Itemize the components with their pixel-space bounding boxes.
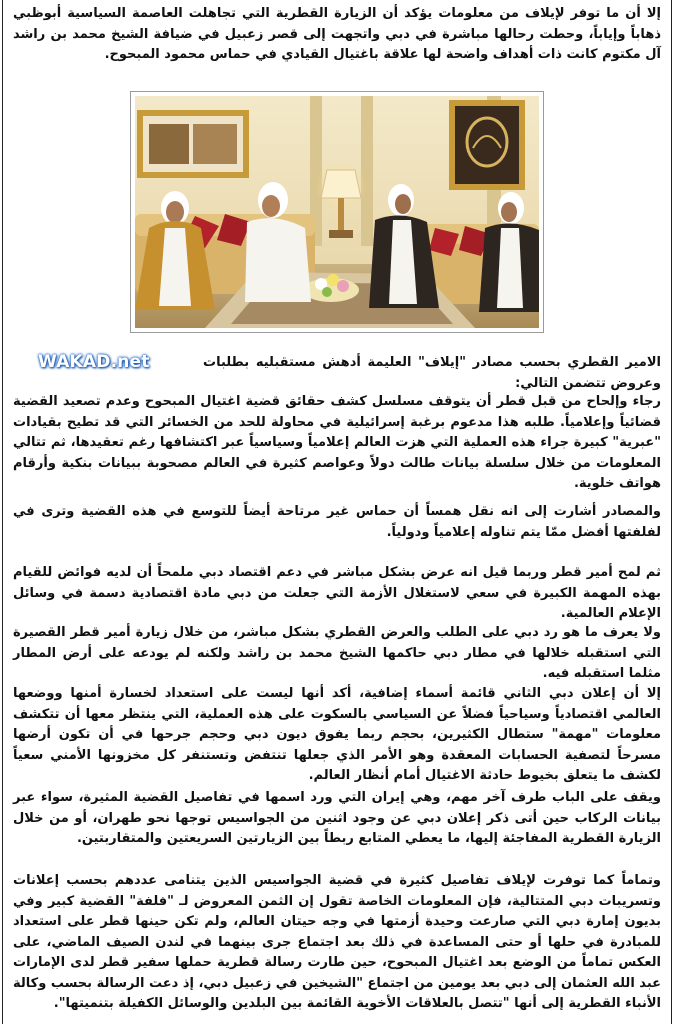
paragraph-prince-requests: الامير القطري بحسب مصادر "إيلاف" العليمة أدهش مستقبليه بطلبات وعروض تتضمن التالي: (203, 355, 661, 391)
meeting-photo-illustration (135, 96, 539, 328)
paragraph-dubai-response: ولا يعرف ما هو رد دبي على الطلب والعرض القطري بشكل مباشر، من خلال زيارة أمير قطر القصيرة التي استقبله خلالها في مطار دبي حاكمها الشيخ محمد بن راشد ولكنه لم يودعه على أرض المطار مثلما استقبله فيه. (13, 625, 661, 681)
watermark-logo: WAKAD.net (38, 352, 150, 372)
paragraph-second-list: إلا أن إعلان دبي الثاني قائمة أسماء إضافية، أكد أنها ليست على استعداد لخسارة أمنها ووضعها العالمي اقتصادياً وسياحياً فضلاً عن السياسي بالسكوت على هذه العملية، التي ينتظر معها أن تتكشف معلومات "مهمة" ستطال الكثيرين، بحجم ربما يفوق ديون دبي وحجم جرحها في أن تكون أرضها مسرحاً لتصفية الحسابات المعقدة وهو الأمر الذي جعلها تنتفض وتستنفر كل مخزونها الأمني سعياً لكشف ما يتعلق بخيوط حادثة الاغتيال أمام أنظار العالم. (13, 686, 661, 783)
paragraph-hamas-sources: والمصادر أشارت إلى انه نقل همساً أن حماس غير مرتاحة أيضاً للتوسع في هذه القضية وترى في لفلفتها أفضل ممّا يتم تناوله إعلامياً ودولياً. (13, 504, 661, 540)
paragraph-price-offered: وتماماً كما توفرت لإيلاف تفاصيل كثيرة في قضية الجواسيس الذين يتنامى عددهم بحسب إعلانات وتسريبات دبي المتتالية، فإن المعلومات الخاصة تقول إن الثمن المعروض لـ "فلفة" القضية كبير وفي بديون إمارة دبي التي صارعت وحيدة أزمتها في وجه حيتان العالم، ولم تكن حينها قطر على استعداد للمبادرة في حلها أو حتى المساعدة في ذلك بعد اجتماع جرى بينهما في لندن الصيف الماضي، على العكس تماماً من الوضع بعد اغتيال المبحوح، حين طارت رسالة قطرية حملها سفير قطر لدى الإمارات عبد الله العثمان إلى دبي بعد يومين من اجتماع "الشيخين في زعبيل دبي، إذ دعت الرسالة بحسب وكالة الأنباء القطرية إلى أنها "تتصل بالعلاقات الأخوية القائمة بين البلدين والوسائل الكفيلة بتنميتها". (13, 873, 661, 1011)
document-page (2, 0, 672, 1024)
paragraph-economic-offer: ثم لمح أمير قطر وربما قيل انه عرض بشكل مباشر في دعم اقتصاد دبي ملمحاً أن لديه فوائض للقيام بهذه المهمة الكبيرة في سعي لاستغلال الأزمة التي جعلت من دبي مادة اقتصادية دسمة في وسائل الإعلام العالمية. (13, 565, 661, 621)
paragraph-qatar-plea: رجاء وإلحاح من قبل قطر أن يتوقف مسلسل كشف حقائق قضية اغتيال المبحوح وعدم تصعيد القضية قضائياً وإعلامياً. طلبه هذا مدعوم برغبة إسرائيلية في محاولة للحد من الخسائر التي قد تطيح بقيادات "عبرية" كبيرة جراء هذه العملية التي هزت العالم إعلامياً وسياسياً عبر اكتشافها رغم تعقيدها، ثم تتالي المعلومات من خلال سلسلة بيانات طالت دولاً وعواصم كثيرة في العالم مصحوبة ببيانات بنكية وأرقام هواتف خلوية. (13, 394, 661, 491)
meeting-photo (130, 91, 544, 333)
paragraph-iran: ويقف على الباب طرف آخر مهم، وهي إيران التي ورد اسمها في تفاصيل القضية المثيرة، سواء عبر بيانات الركاب حين أتى ذكر إعلان دبي عن وجود اثنين من الجواسيس توجها نحو طهران، أو من خلال الزيارة القطرية المفاجئة إليها، ما يعطي المتابع ربطاً بين الزيارتين السريعتين والمتقاربتين. (13, 790, 661, 846)
paragraph-intro: إلا أن ما توفر لإيلاف من معلومات يؤكد أن الزيارة القطرية التي تجاهلت العاصمة السياسية أبوظبي ذهاباً وإياباً، وحطت رحالها مباشرة في دبي واتجهت إلى قصر زعبيل في ضيافة الشيخ محمد بن راشد آل مكتوم كانت ذات أهداف واضحة لها علاقة باغتيال القيادي في حماس محمود المبحوح. (13, 6, 661, 62)
